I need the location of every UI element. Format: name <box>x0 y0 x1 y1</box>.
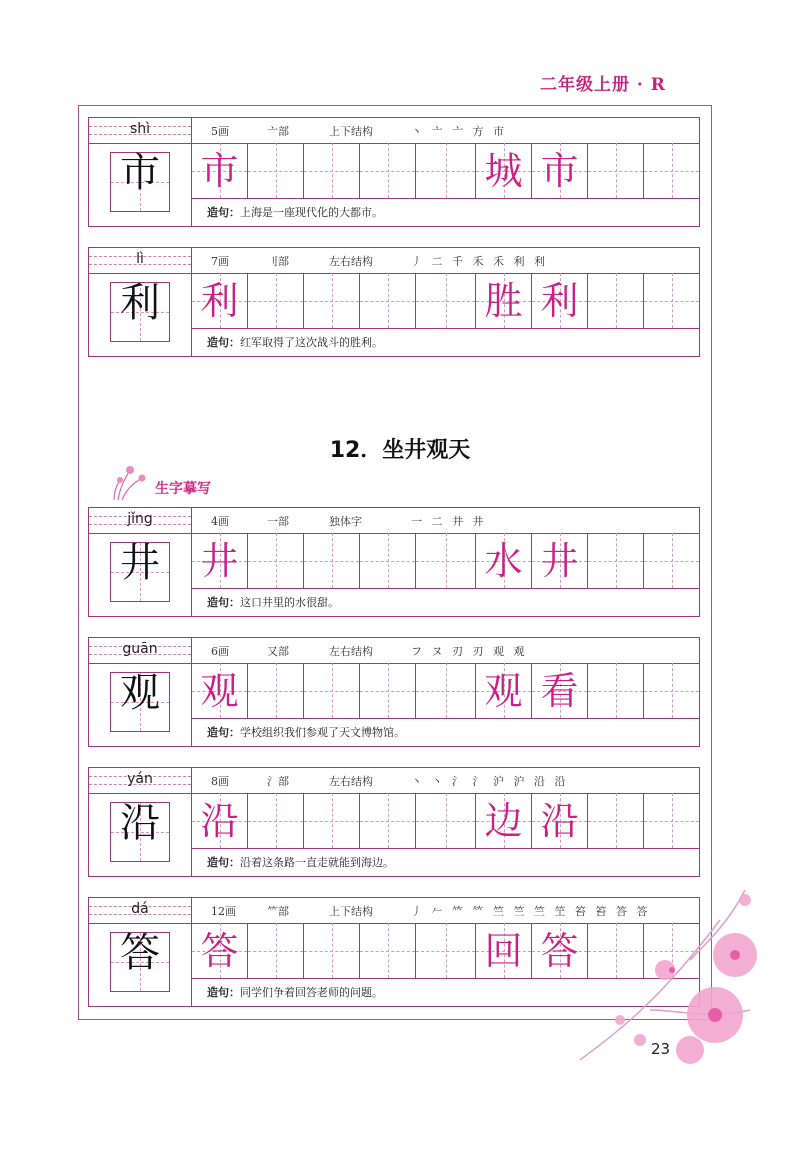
main-row <box>88 273 700 357</box>
radical: 又部 <box>267 645 289 658</box>
practice-cell <box>416 793 476 848</box>
trace-character: 市 <box>540 149 579 193</box>
info-row <box>88 247 700 274</box>
practice-cell <box>304 793 360 848</box>
pinyin: shì <box>129 121 151 137</box>
practice-cell <box>360 793 416 848</box>
practice-cell <box>476 143 532 198</box>
practice-cell <box>476 923 532 978</box>
practice-cell <box>360 273 416 328</box>
pinyin-cell <box>89 248 192 273</box>
model-character: 观 <box>120 670 160 716</box>
trace-character: 观 <box>200 669 239 713</box>
trace-character: 沿 <box>540 799 579 843</box>
practice-cell <box>304 533 360 588</box>
stroke-count: 5画 <box>211 125 229 138</box>
practice-cell <box>304 923 360 978</box>
model-character-box <box>89 793 192 876</box>
practice-cell <box>416 273 476 328</box>
sentence-text: 这口井里的水很甜。 <box>240 596 339 609</box>
practice-cell <box>588 273 644 328</box>
practice-cell <box>192 533 248 588</box>
model-character: 利 <box>120 280 160 326</box>
practice-cell <box>360 533 416 588</box>
radical: ⺮部 <box>267 905 289 918</box>
sentence-label: 造句： <box>207 986 240 999</box>
practice-cell <box>532 273 588 328</box>
stroke-count: 7画 <box>211 255 229 268</box>
model-character-box <box>89 663 192 746</box>
model-character: 井 <box>120 540 160 586</box>
flower-icon <box>108 462 156 502</box>
trace-character: 回 <box>484 929 523 973</box>
practice-cell <box>416 533 476 588</box>
section-label: 生字摹写 <box>155 481 211 497</box>
character-block <box>88 247 700 357</box>
model-character-box <box>89 923 192 1006</box>
trace-character: 利 <box>200 279 239 323</box>
practice-cell <box>532 793 588 848</box>
trace-character: 边 <box>484 799 523 843</box>
cherry-blossom-icon <box>560 860 760 1100</box>
lesson-title: 12．坐井观天 <box>329 438 471 463</box>
example-sentence <box>207 334 383 350</box>
practice-cell <box>248 533 304 588</box>
practice-grid <box>192 273 700 329</box>
info-row <box>88 117 700 144</box>
structure: 左右结构 <box>329 775 373 788</box>
trace-character: 胜 <box>484 279 523 323</box>
structure: 左右结构 <box>329 645 373 658</box>
practice-cell <box>476 533 532 588</box>
example-sentence <box>207 724 405 740</box>
practice-cell <box>588 533 644 588</box>
pinyin-cell <box>89 638 192 663</box>
model-character-box <box>89 533 192 616</box>
trace-character: 水 <box>484 539 523 583</box>
practice-grid <box>192 143 700 199</box>
structure: 上下结构 <box>329 125 373 138</box>
pinyin: guān <box>122 641 158 657</box>
practice-cell <box>588 143 644 198</box>
practice-cell <box>416 663 476 718</box>
pinyin-cell <box>89 508 192 533</box>
practice-cell <box>644 273 700 328</box>
trace-character: 利 <box>540 279 579 323</box>
example-sentence <box>207 984 383 1000</box>
practice-cell <box>248 923 304 978</box>
pinyin: jǐng <box>127 511 153 527</box>
practice-cell <box>532 533 588 588</box>
info-row <box>88 637 700 664</box>
main-row <box>88 533 700 617</box>
stroke-count: 8画 <box>211 775 229 788</box>
trace-character: 答 <box>540 929 579 973</box>
sentence-text: 学校组织我们参观了天文博物馆。 <box>240 726 405 739</box>
practice-cell <box>304 143 360 198</box>
trace-character: 城 <box>484 149 523 193</box>
practice-cell <box>304 663 360 718</box>
page-number: 23 <box>651 1040 671 1058</box>
pinyin: lì <box>136 251 144 267</box>
practice-cell <box>192 923 248 978</box>
practice-cell <box>476 663 532 718</box>
character-block <box>88 117 700 227</box>
stroke-order: 一 二 井 井 <box>411 515 487 528</box>
example-sentence <box>207 854 394 870</box>
example-sentence <box>207 594 339 610</box>
sentence-label: 造句： <box>207 596 240 609</box>
pinyin: yán <box>127 771 153 787</box>
main-row <box>88 143 700 227</box>
model-character: 沿 <box>120 800 160 846</box>
radical: 刂部 <box>267 255 289 268</box>
sentence-label: 造句： <box>207 726 240 739</box>
sentence-text: 红军取得了这次战斗的胜利。 <box>240 336 383 349</box>
character-block <box>88 637 700 747</box>
sentence-label: 造句： <box>207 206 240 219</box>
structure: 独体字 <box>329 515 362 528</box>
practice-cell <box>416 143 476 198</box>
trace-character: 答 <box>200 929 239 973</box>
radical: 一部 <box>267 515 289 528</box>
practice-grid <box>192 533 700 589</box>
practice-grid <box>192 663 700 719</box>
model-character-box <box>89 273 192 356</box>
practice-cell <box>644 143 700 198</box>
pinyin-cell <box>89 118 192 143</box>
practice-cell <box>192 273 248 328</box>
pinyin: dá <box>131 901 149 917</box>
trace-character: 井 <box>540 539 579 583</box>
sentence-label: 造句： <box>207 856 240 869</box>
radical: 亠部 <box>267 125 289 138</box>
practice-cell <box>416 923 476 978</box>
practice-cell <box>248 663 304 718</box>
model-character: 答 <box>120 930 160 976</box>
practice-cell <box>192 663 248 718</box>
structure: 左右结构 <box>329 255 373 268</box>
practice-cell <box>532 143 588 198</box>
stroke-count: 12画 <box>211 905 236 918</box>
practice-cell <box>360 143 416 198</box>
grade-label: 二年级上册 · R <box>540 75 666 95</box>
stroke-order: フ ヌ 刃 刃 观 观 <box>411 645 528 658</box>
example-sentence <box>207 204 383 220</box>
practice-cell <box>644 793 700 848</box>
practice-cell <box>644 663 700 718</box>
trace-character: 市 <box>200 149 239 193</box>
trace-character: 井 <box>200 539 239 583</box>
sentence-text: 上海是一座现代化的大都市。 <box>240 206 383 219</box>
stroke-count: 6画 <box>211 645 229 658</box>
practice-cell <box>476 273 532 328</box>
trace-character: 观 <box>484 669 523 713</box>
stroke-order: 丿 二 千 禾 禾 利 利 <box>411 255 548 268</box>
model-character-box <box>89 143 192 226</box>
practice-grid <box>192 793 700 849</box>
stroke-count: 4画 <box>211 515 229 528</box>
practice-cell <box>192 793 248 848</box>
stroke-order: 丶 亠 亠 方 市 <box>411 125 507 138</box>
sentence-text: 沿着这条路一直走就能到海边。 <box>240 856 394 869</box>
practice-cell <box>248 143 304 198</box>
stroke-order: 丿 𠂉 𥫗 𥫗 竺 竺 竺 笁 笞 笞 答 答 <box>411 905 651 918</box>
main-row <box>88 663 700 747</box>
practice-cell <box>360 923 416 978</box>
practice-cell <box>248 273 304 328</box>
character-block <box>88 507 700 617</box>
pinyin-cell <box>89 898 192 923</box>
practice-cell <box>304 273 360 328</box>
practice-cell <box>588 793 644 848</box>
practice-cell <box>588 663 644 718</box>
sentence-label: 造句： <box>207 336 240 349</box>
practice-cell <box>644 533 700 588</box>
stroke-order: 丶 丶 氵 氵 沪 沪 沿 沿 <box>411 775 569 788</box>
model-character: 市 <box>120 150 160 196</box>
info-row <box>88 507 700 534</box>
structure: 上下结构 <box>329 905 373 918</box>
sentence-text: 同学们争着回答老师的问题。 <box>240 986 383 999</box>
practice-cell <box>476 793 532 848</box>
practice-cell <box>532 663 588 718</box>
trace-character: 看 <box>540 669 579 713</box>
practice-cell <box>192 143 248 198</box>
practice-cell <box>360 663 416 718</box>
info-row <box>88 767 700 794</box>
pinyin-cell <box>89 768 192 793</box>
practice-cell <box>248 793 304 848</box>
radical: 氵部 <box>267 775 289 788</box>
trace-character: 沿 <box>200 799 239 843</box>
